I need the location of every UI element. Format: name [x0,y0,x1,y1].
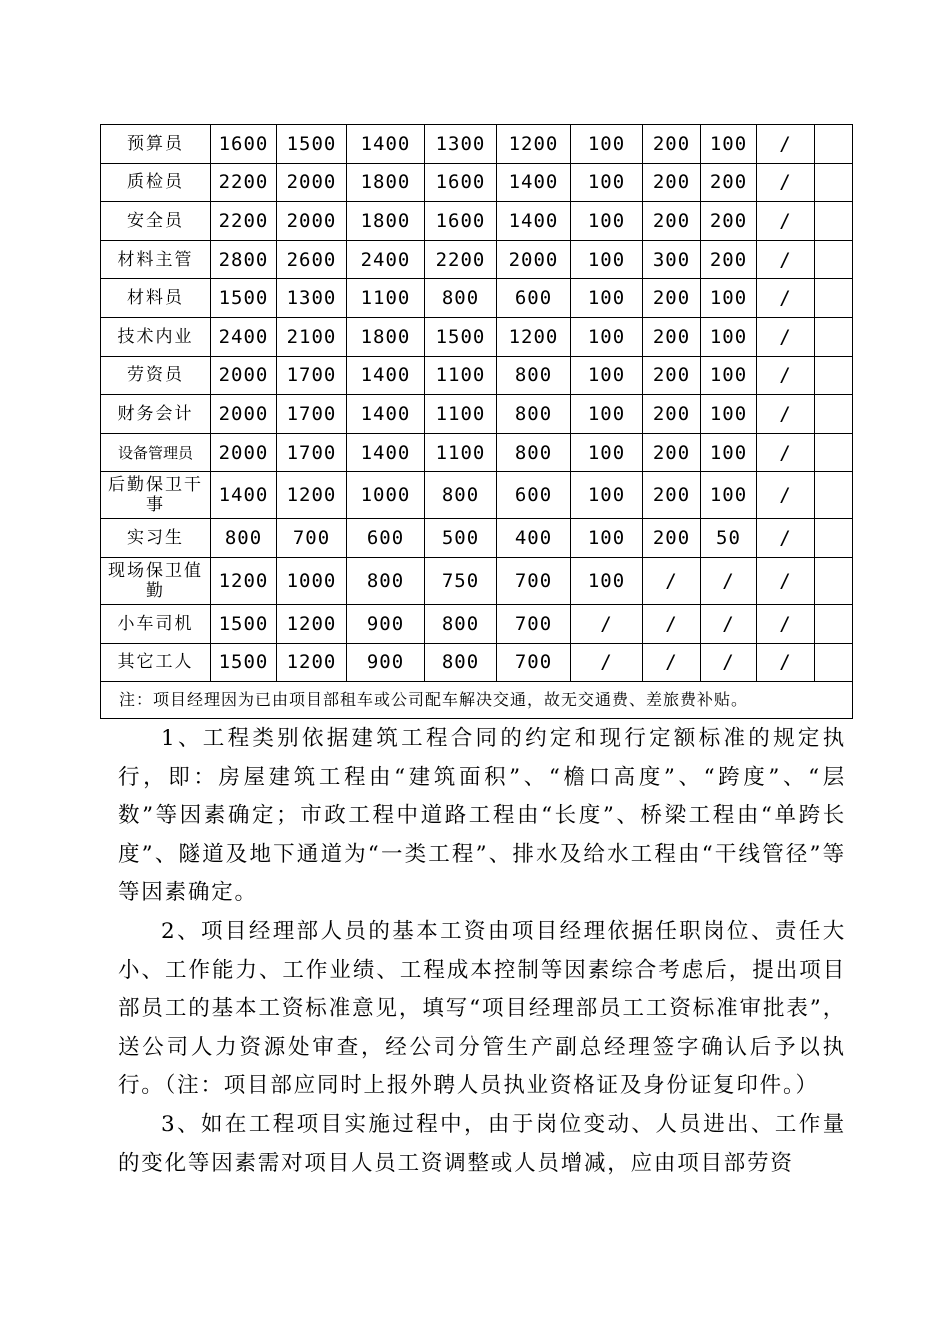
value-cell: / [643,604,701,643]
value-cell: 100 [571,433,643,472]
value-cell [815,356,853,395]
value-cell: 1500 [211,604,277,643]
value-cell: 100 [571,395,643,434]
value-cell: / [757,472,815,519]
table-row [101,643,853,682]
value-cell: 1400 [211,472,277,519]
value-cell: 200 [643,395,701,434]
value-cell: 800 [497,433,571,472]
value-cell: 100 [701,356,757,395]
value-cell: / [643,643,701,682]
value-cell: 1400 [347,433,425,472]
value-cell: 100 [571,356,643,395]
value-cell: 200 [643,472,701,519]
value-cell: / [701,604,757,643]
value-cell: 1200 [497,125,571,164]
value-cell: 800 [211,519,277,558]
table-row [101,433,853,472]
value-cell: 2000 [277,163,347,202]
value-cell: 1000 [277,557,347,604]
value-cell: 2000 [277,202,347,241]
value-cell: 1600 [211,125,277,164]
value-cell: 600 [347,519,425,558]
table-note: 注：项目经理因为已由项目部租车或公司配车解决交通，故无交通费、差旅费补贴。 [101,682,853,719]
value-cell: 2400 [347,240,425,279]
value-cell: 2200 [211,202,277,241]
value-cell: 2600 [277,240,347,279]
value-cell [815,395,853,434]
table-row [101,519,853,558]
body-text [118,720,846,1183]
table-row [101,356,853,395]
value-cell [815,472,853,519]
value-cell: / [757,279,815,318]
value-cell: 2200 [425,240,497,279]
value-cell: / [701,557,757,604]
value-cell: 100 [571,163,643,202]
value-cell: 100 [571,240,643,279]
value-cell: 200 [701,163,757,202]
role-cell: 现场保卫值勤 [101,557,211,604]
value-cell: 2000 [211,395,277,434]
value-cell: 300 [643,240,701,279]
value-cell: / [757,356,815,395]
value-cell: 800 [497,356,571,395]
value-cell: 2400 [211,317,277,356]
note-row [101,682,853,719]
value-cell: 100 [571,125,643,164]
value-cell: 1400 [347,356,425,395]
role-cell: 设备管理员 [101,433,211,472]
value-cell: 100 [701,433,757,472]
value-cell: 100 [571,557,643,604]
value-cell: 1800 [347,202,425,241]
value-cell: / [757,519,815,558]
value-cell: 600 [497,279,571,318]
value-cell: / [757,240,815,279]
value-cell: 2100 [277,317,347,356]
table-row [101,604,853,643]
value-cell [815,557,853,604]
value-cell: / [757,557,815,604]
value-cell: 2000 [211,433,277,472]
value-cell: 1700 [277,356,347,395]
value-cell: / [643,557,701,604]
value-cell [815,279,853,318]
value-cell: 900 [347,604,425,643]
value-cell: 200 [643,519,701,558]
value-cell: / [757,163,815,202]
value-cell: 800 [425,472,497,519]
value-cell: 2000 [497,240,571,279]
value-cell: / [571,643,643,682]
role-cell: 安全员 [101,202,211,241]
value-cell: 1400 [347,395,425,434]
value-cell: 700 [497,557,571,604]
value-cell: 1200 [277,472,347,519]
value-cell: 100 [701,317,757,356]
value-cell: 100 [571,202,643,241]
value-cell: 200 [643,125,701,164]
value-cell: 1200 [277,643,347,682]
paragraph-1: 1、工程类别依据建筑工程合同的约定和现行定额标准的规定执行，即：房屋建筑工程由“建筑面积”、“檐口高度”、“跨度”、“层数”等因素确定；市政工程中道路工程由“长度”、桥梁工程由“单跨长度”、隧道及地下通道为“一类工程”、排水及给水工程由“干线管径”等等因素确定。 [118,726,846,906]
value-cell [815,604,853,643]
value-cell: 100 [571,472,643,519]
value-cell: 1100 [425,395,497,434]
table-row [101,317,853,356]
value-cell: 800 [497,395,571,434]
value-cell: 500 [425,519,497,558]
value-cell: / [757,395,815,434]
value-cell: 1200 [211,557,277,604]
value-cell: 1100 [347,279,425,318]
table-row [101,125,853,164]
value-cell: / [757,433,815,472]
value-cell: 1800 [347,163,425,202]
value-cell: 1500 [277,125,347,164]
value-cell: 800 [425,643,497,682]
value-cell: 200 [643,433,701,472]
role-cell: 其它工人 [101,643,211,682]
value-cell: 700 [497,604,571,643]
role-cell: 小车司机 [101,604,211,643]
value-cell: 1300 [425,125,497,164]
value-cell [815,163,853,202]
value-cell: 400 [497,519,571,558]
value-cell: 200 [643,163,701,202]
value-cell [815,125,853,164]
value-cell: 1000 [347,472,425,519]
role-cell: 材料主管 [101,240,211,279]
table-row [101,557,853,604]
value-cell: 1200 [497,317,571,356]
role-cell: 劳资员 [101,356,211,395]
value-cell: 1800 [347,317,425,356]
value-cell: 100 [571,279,643,318]
value-cell: 1500 [211,279,277,318]
value-cell: 100 [701,125,757,164]
value-cell [815,317,853,356]
paragraph-3: 3、如在工程项目实施过程中，由于岗位变动、人员进出、工作量的变化等因素需对项目人员工资调整或人员增减，应由项目部劳资 [118,1111,846,1176]
value-cell: 200 [701,202,757,241]
value-cell: 50 [701,519,757,558]
role-cell: 技术内业 [101,317,211,356]
value-cell: 700 [277,519,347,558]
value-cell: / [757,643,815,682]
value-cell: / [701,643,757,682]
value-cell: / [757,202,815,241]
role-cell: 预算员 [101,125,211,164]
table-row [101,395,853,434]
value-cell: 100 [571,519,643,558]
table-row [101,202,853,241]
salary-table [100,124,853,719]
value-cell: 200 [701,240,757,279]
value-cell: / [571,604,643,643]
role-cell: 材料员 [101,279,211,318]
value-cell [815,202,853,241]
value-cell: 1500 [211,643,277,682]
value-cell: 200 [643,279,701,318]
value-cell: / [757,604,815,643]
value-cell: 1600 [425,202,497,241]
value-cell: 1100 [425,356,497,395]
role-cell: 实习生 [101,519,211,558]
value-cell: 900 [347,643,425,682]
value-cell: 100 [701,279,757,318]
value-cell: 1700 [277,433,347,472]
value-cell: 800 [425,604,497,643]
value-cell: 1500 [425,317,497,356]
value-cell: 2200 [211,163,277,202]
role-cell: 财务会计 [101,395,211,434]
table-row [101,279,853,318]
value-cell: 1400 [347,125,425,164]
value-cell [815,240,853,279]
paragraph-2: 2、项目经理部人员的基本工资由项目经理依据任职岗位、责任大小、工作能力、工作业绩、工程成本控制等因素综合考虑后，提出项目部员工的基本工资标准意见，填写“项目经理部员工工资标准审批表”，送公司人力资源处审查，经公司分管生产副总经理签字确认后予以执行。（注：项目部应同时上报外聘人员执业资格证及身份证复印件。） [118,918,846,1099]
value-cell: 750 [425,557,497,604]
value-cell: 800 [425,279,497,318]
value-cell: 100 [701,472,757,519]
value-cell: 2800 [211,240,277,279]
value-cell: / [757,125,815,164]
value-cell [815,433,853,472]
value-cell: 1200 [277,604,347,643]
value-cell: 1300 [277,279,347,318]
role-cell: 后勤保卫干事 [101,472,211,519]
value-cell [815,519,853,558]
table-row [101,240,853,279]
value-cell: 1400 [497,202,571,241]
value-cell: 1100 [425,433,497,472]
value-cell: 1700 [277,395,347,434]
value-cell: 200 [643,356,701,395]
value-cell: 800 [347,557,425,604]
value-cell: 600 [497,472,571,519]
value-cell: 100 [571,317,643,356]
value-cell [815,643,853,682]
value-cell: 200 [643,317,701,356]
value-cell: 2000 [211,356,277,395]
value-cell: 700 [497,643,571,682]
value-cell: / [757,317,815,356]
value-cell: 200 [643,202,701,241]
role-cell: 质检员 [101,163,211,202]
value-cell: 1400 [497,163,571,202]
value-cell: 1600 [425,163,497,202]
table-row [101,472,853,519]
table-row [101,163,853,202]
value-cell: 100 [701,395,757,434]
